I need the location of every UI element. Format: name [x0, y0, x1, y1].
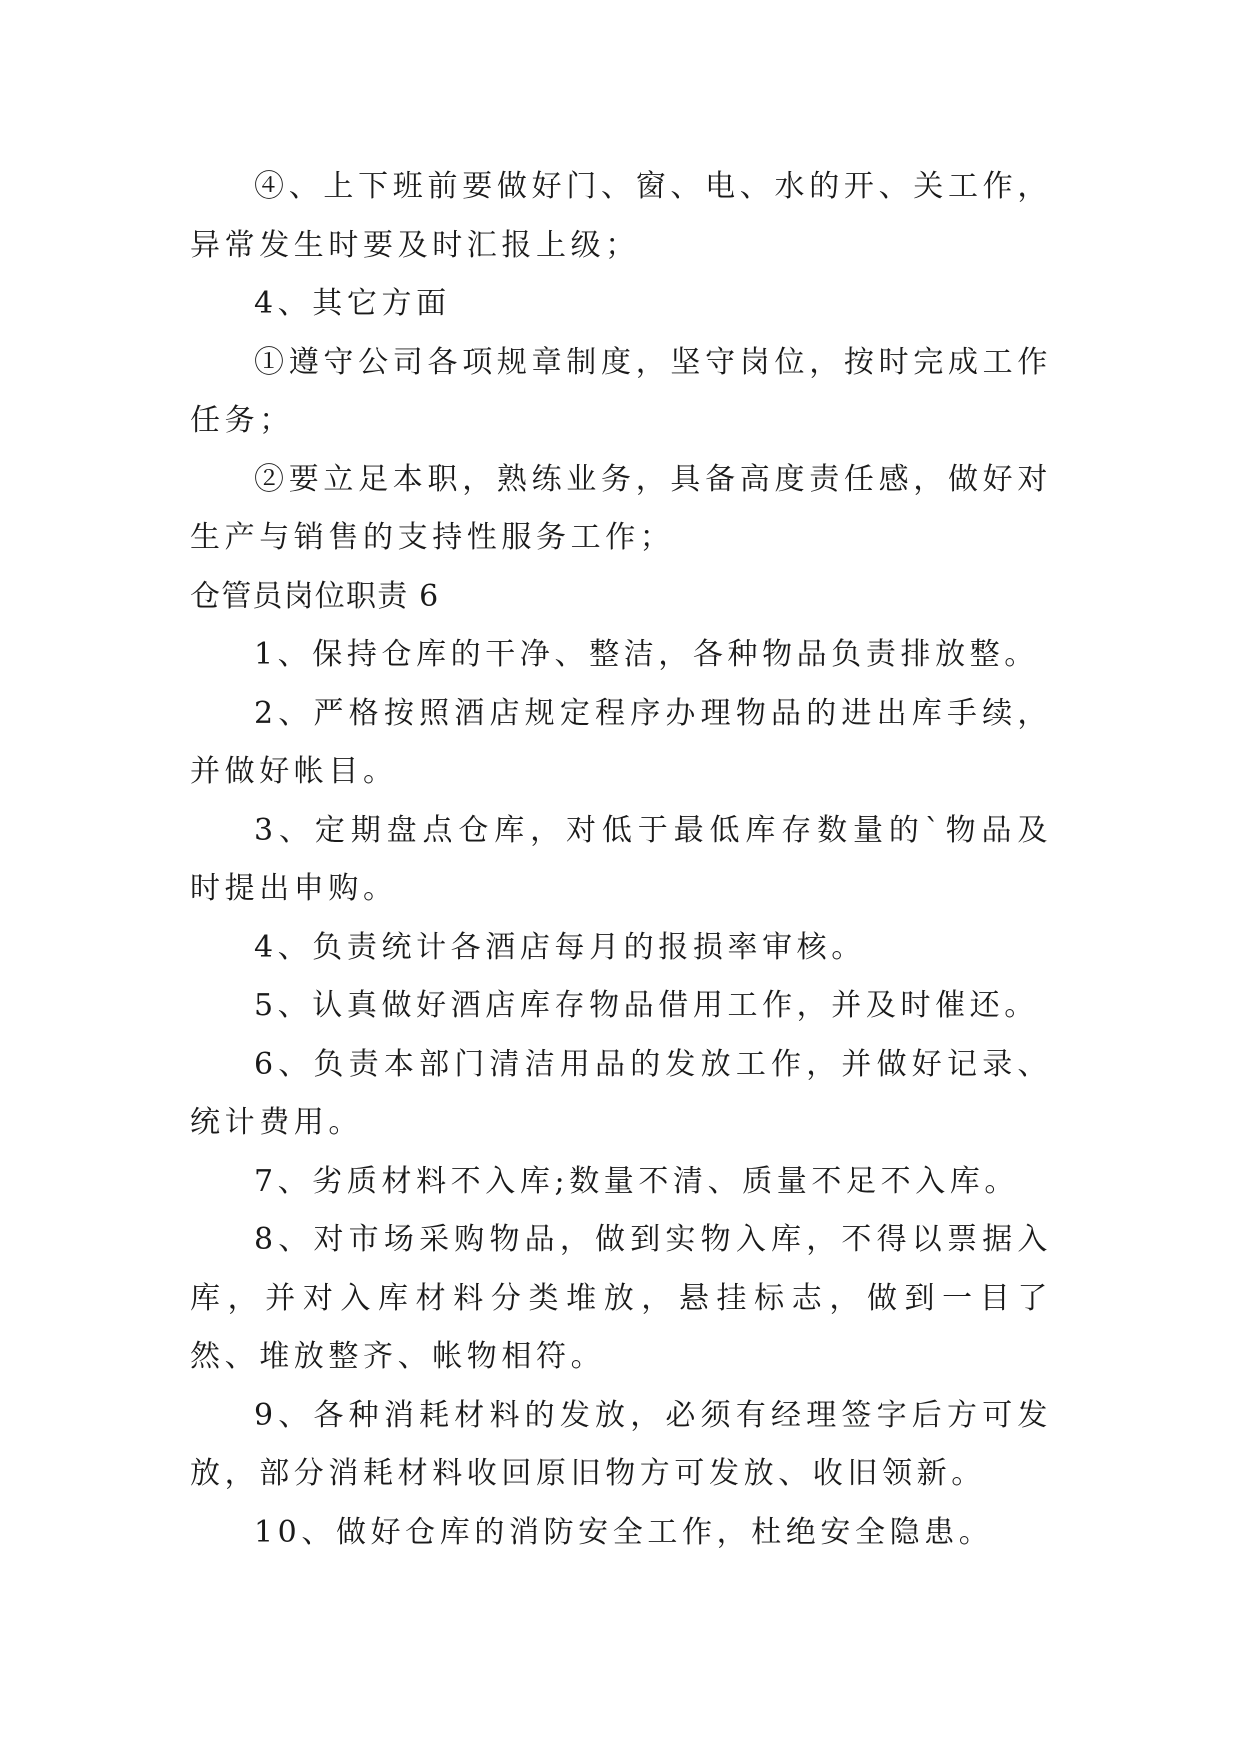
paragraph-comply-rules: ①遵守公司各项规章制度，坚守岗位，按时完成工作任务； [190, 344, 1052, 438]
list-item: 4、负责统计各酒店每月的报损率审核。 [254, 929, 866, 965]
list-item: 7、劣质材料不入库;数量不清、质量不足不入库。 [254, 1163, 1019, 1199]
document-body [190, 158, 1052, 1562]
list-item: 3、定期盘点仓库，对低于最低库存数量的`物品及时提出申购。 [190, 812, 1052, 906]
paragraph-other-aspects: 4、其它方面 [254, 286, 451, 321]
list-item: 2、严格按照酒店规定程序办理物品的进出库手续，并做好帐目。 [190, 695, 1052, 789]
list-item: 6、负责本部门清洁用品的发放工作，并做好记录、统计费用。 [190, 1046, 1052, 1140]
section-title: 仓管员岗位职责 6 [190, 578, 440, 614]
list-item: 9、各种消耗材料的发放，必须有经理签字后方可发放，部分消耗材料收回原旧物方可发放、收旧领新。 [190, 1397, 1052, 1491]
list-item: 10、做好仓库的消防安全工作，杜绝安全隐患。 [254, 1514, 994, 1550]
paragraph-professional-duty: ②要立足本职，熟练业务，具备高度责任感，做好对生产与销售的支持性服务工作； [190, 461, 1052, 555]
list-item: 8、对市场采购物品，做到实物入库，不得以票据入库，并对入库材料分类堆放，悬挂标志，做到一目了然、堆放整齐、帐物相符。 [190, 1222, 1052, 1374]
paragraph-closing-doors: ④、上下班前要做好门、窗、电、水的开、关工作，异常发生时要及时汇报上级； [190, 169, 1052, 263]
list-item: 1、保持仓库的干净、整洁，各种物品负责排放整。 [254, 637, 1039, 672]
list-item: 5、认真做好酒店库存物品借用工作，并及时催还。 [254, 988, 1039, 1023]
